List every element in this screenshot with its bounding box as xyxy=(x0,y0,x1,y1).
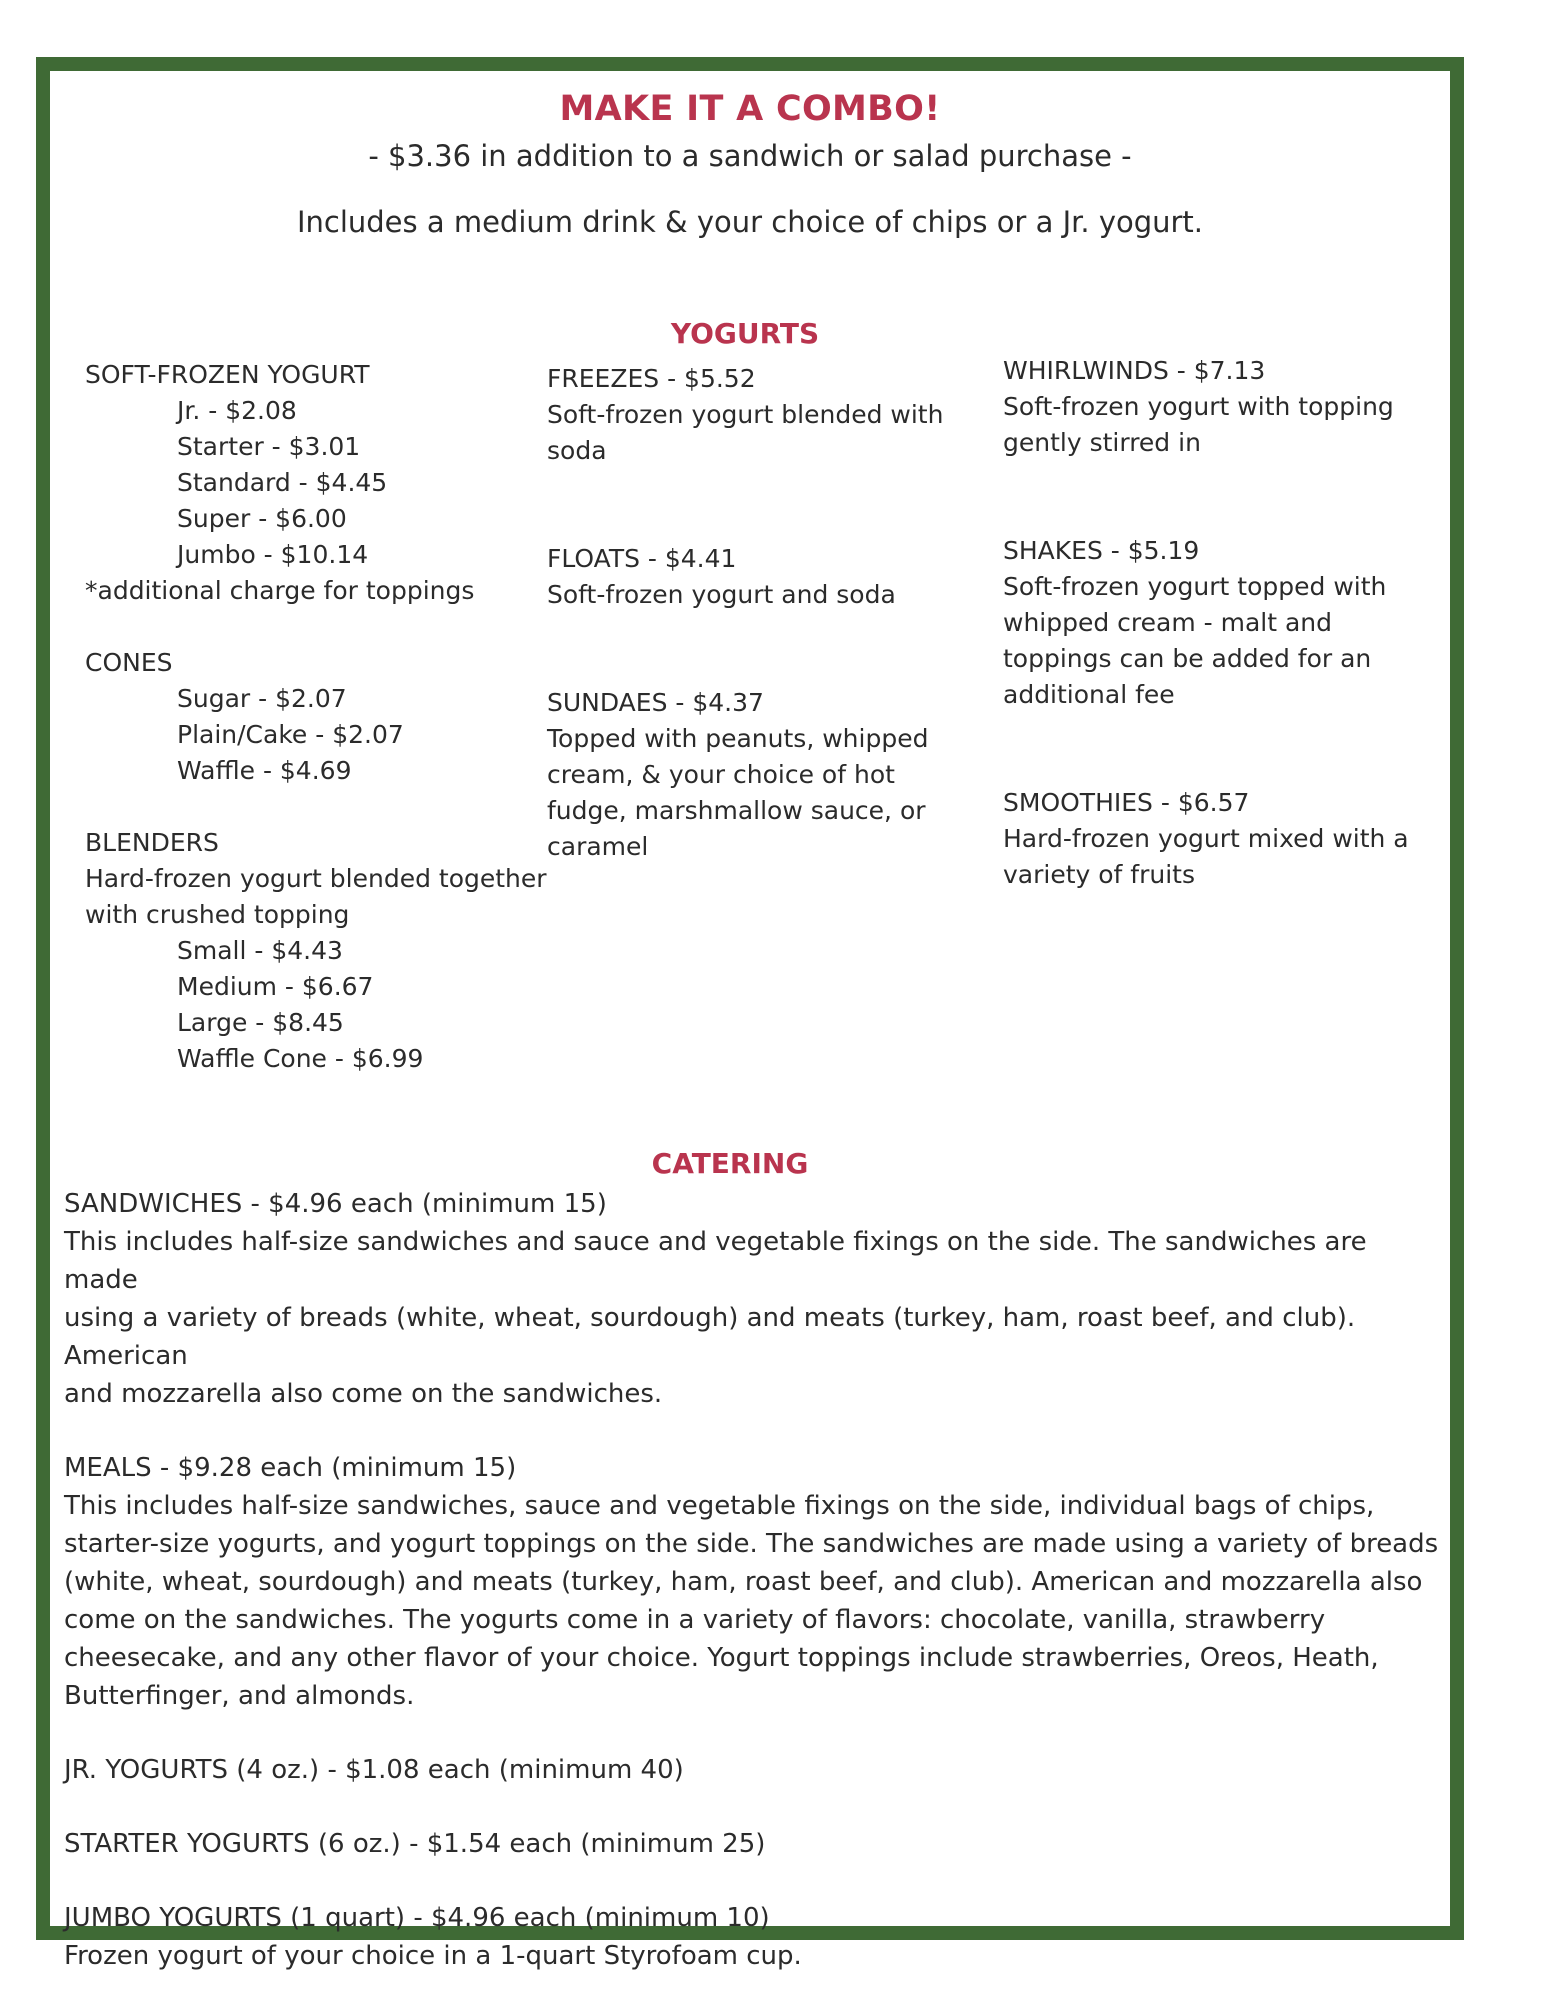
whirlwinds-heading: WHIRLWINDS - $7.13 xyxy=(1003,356,1266,385)
smoothies-description: variety of fruits xyxy=(1003,860,1196,889)
yogurts-title: YOGURTS xyxy=(670,317,820,350)
shakes-description: Soft-frozen yogurt topped with xyxy=(1003,572,1387,601)
blenders-size: Waffle Cone - $6.99 xyxy=(177,1044,424,1073)
catering-sandwiches-text: and mozzarella also come on the sandwiches. xyxy=(64,1379,663,1409)
whirlwinds-description: gently stirred in xyxy=(1003,428,1201,457)
catering-sandwiches-text: using a variety of breads (white, wheat, sourdough) and meats (turkey, ham, roast beef, and club). American xyxy=(64,1303,1356,1371)
smoothies-heading: SMOOTHIES - $6.57 xyxy=(1003,788,1250,817)
soft-frozen-size: Super - $6.00 xyxy=(177,504,347,533)
yogurts-middle-column xyxy=(547,361,967,865)
catering-sandwiches-text: This includes half-size sandwiches and sauce and vegetable fixings on the side. The sandwiches are made xyxy=(64,1227,1367,1295)
catering-meals-heading: MEALS - $9.28 each (minimum 15) xyxy=(64,1453,517,1483)
catering-sandwiches-heading: SANDWICHES - $4.96 each (minimum 15) xyxy=(64,1189,607,1219)
yogurts-right-column xyxy=(1003,353,1423,893)
shakes-heading: SHAKES - $5.19 xyxy=(1003,536,1200,565)
catering-jr-yogurts-heading: JR. YOGURTS (4 oz.) - $1.08 each (minimum 40) xyxy=(64,1755,684,1785)
catering-jumbo-yogurts-heading: JUMBO YOGURTS (1 quart) - $4.96 each (minimum 10) xyxy=(64,1903,770,1933)
freezes-description: Soft-frozen yogurt blended with xyxy=(547,400,944,429)
catering-meals-text: starter-size yogurts, and yogurt toppings on the side. The sandwiches are made using a variety of breads xyxy=(64,1529,1439,1559)
catering-title: CATERING xyxy=(651,1147,809,1180)
cone-item: Waffle - $4.69 xyxy=(177,756,352,785)
yogurts-left-column xyxy=(85,357,565,1077)
blenders-description: Hard-frozen yogurt blended together xyxy=(85,864,547,893)
blenders-size: Small - $4.43 xyxy=(177,936,343,965)
blenders-heading: BLENDERS xyxy=(85,828,219,857)
cones-heading: CONES xyxy=(85,648,173,677)
sundaes-description: fudge, marshmallow sauce, or xyxy=(547,796,926,825)
cone-item: Sugar - $2.07 xyxy=(177,684,347,713)
catering-meals-text: (white, wheat, sourdough) and meats (turkey, ham, roast beef, and club). American and mozzarella also xyxy=(64,1567,1423,1597)
combo-includes-line: Includes a medium drink & your choice of chips or a Jr. yogurt. xyxy=(296,205,1204,239)
floats-description: Soft-frozen yogurt and soda xyxy=(547,580,896,609)
catering-meals-text: Butterfinger, and almonds. xyxy=(64,1681,415,1711)
combo-title: MAKE IT A COMBO! xyxy=(559,89,941,129)
cone-item: Plain/Cake - $2.07 xyxy=(177,720,404,749)
blenders-size: Large - $8.45 xyxy=(177,1008,344,1037)
blenders-description: with crushed topping xyxy=(85,900,350,929)
soft-frozen-size: Jumbo - $10.14 xyxy=(177,540,369,569)
soft-frozen-size: Starter - $3.01 xyxy=(177,432,361,461)
freezes-heading: FREEZES - $5.52 xyxy=(547,364,756,393)
whirlwinds-description: Soft-frozen yogurt with topping xyxy=(1003,392,1394,421)
sundaes-heading: SUNDAES - $4.37 xyxy=(547,688,764,717)
catering-meals-text: This includes half-size sandwiches, sauce and vegetable fixings on the side, individual bags of chips, xyxy=(64,1491,1375,1521)
floats-heading: FLOATS - $4.41 xyxy=(547,544,737,573)
combo-price-line: - $3.36 in addition to a sandwich or salad purchase - xyxy=(368,139,1132,173)
shakes-description: whipped cream - malt and xyxy=(1003,608,1333,637)
catering-jumbo-yogurts-text: Frozen yogurt of your choice in a 1-quart Styrofoam cup. xyxy=(64,1941,802,1971)
sundaes-description: caramel xyxy=(547,832,649,861)
blenders-size: Medium - $6.67 xyxy=(177,972,374,1001)
smoothies-description: Hard-frozen yogurt mixed with a xyxy=(1003,824,1409,853)
catering-meals-text: cheesecake, and any other flavor of your choice. Yogurt toppings include strawberries, Oreos, Heath, xyxy=(64,1643,1379,1673)
shakes-description: additional fee xyxy=(1003,680,1175,709)
toppings-note: *additional charge for toppings xyxy=(85,576,475,605)
soft-frozen-size: Standard - $4.45 xyxy=(177,468,388,497)
catering-starter-yogurts-heading: STARTER YOGURTS (6 oz.) - $1.54 each (minimum 25) xyxy=(64,1829,766,1859)
menu-page xyxy=(50,71,1450,1971)
sundaes-description: cream, & your choice of hot xyxy=(547,760,895,789)
catering-section xyxy=(64,1185,1444,1975)
sundaes-description: Topped with peanuts, whipped xyxy=(547,724,929,753)
catering-meals-text: come on the sandwiches. The yogurts come in a variety of flavors: chocolate, vanilla, strawberry xyxy=(64,1605,1326,1635)
soft-frozen-heading: SOFT-FROZEN YOGURT xyxy=(85,360,370,389)
soft-frozen-size: Jr. - $2.08 xyxy=(177,396,297,425)
shakes-description: toppings can be added for an xyxy=(1003,644,1372,673)
freezes-description: soda xyxy=(547,436,607,465)
